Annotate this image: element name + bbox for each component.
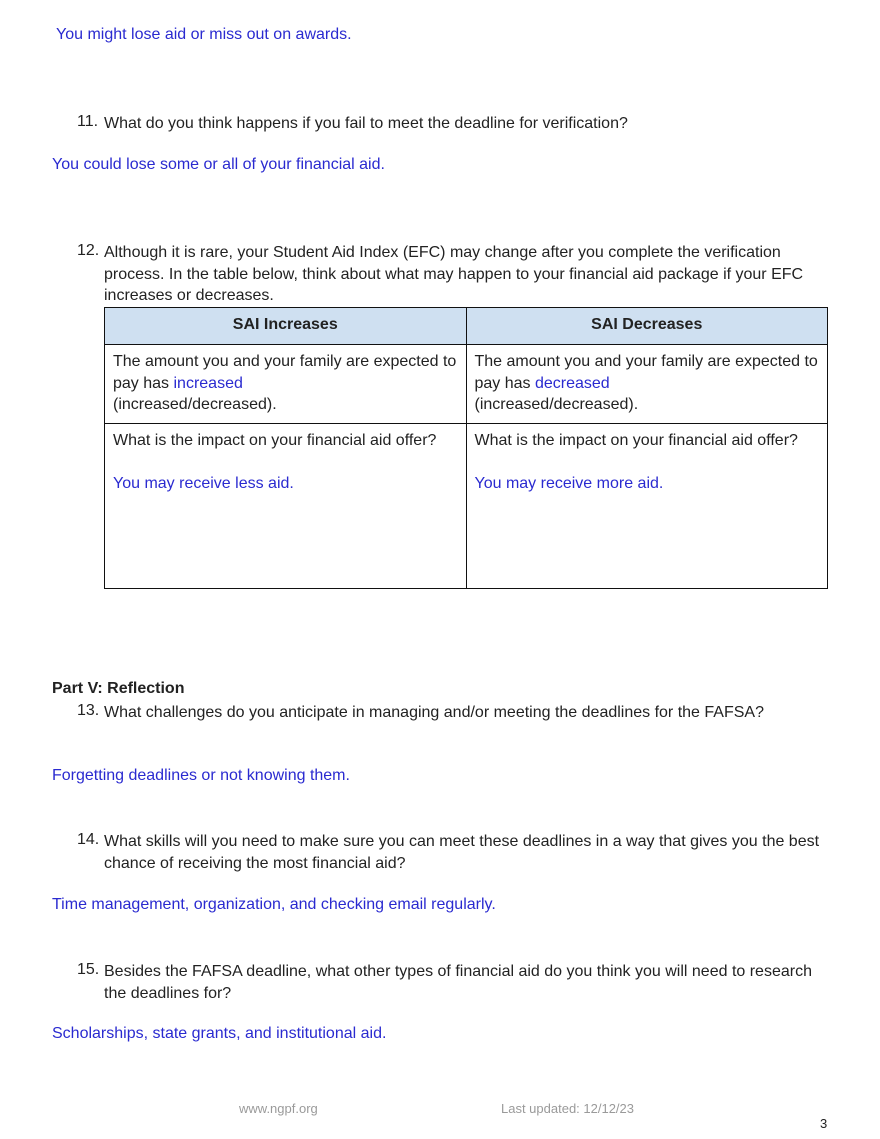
cell-prefix: The amount you and your family are expected to pay has [474,353,818,392]
page-number: 3 [820,1116,828,1131]
answer-14: Time management, organization, and checking email regularly. [52,896,496,913]
question-number: 12. [77,242,100,259]
cell-prompt: What is the impact on your financial aid offer? [474,432,798,449]
cell-increase-amount [105,345,467,424]
footer-site: www.ngpf.org [239,1101,318,1116]
cell-prompt: What is the impact on your financial aid offer? [113,432,437,449]
cell-answer-increased: increased [173,374,243,392]
question-number: 11. [77,113,99,130]
cell-decrease-amount [466,345,828,424]
answer-13: Forgetting deadlines or not knowing them. [52,767,350,784]
answer-10: You might lose aid or miss out on awards. [56,26,352,43]
header-sai-decreases: SAI Decreases [466,308,828,345]
header-sai-increases: SAI Increases [105,308,467,345]
cell-answer-decreased: decreased [534,374,610,392]
cell-prefix: The amount you and your family are expected to pay has [113,353,457,392]
question-number: 15. [77,961,100,978]
question-text: What challenges do you anticipate in managing and/or meeting the deadlines for the FAFSA? [104,704,764,721]
cell-suffix: (increased/decreased). [113,396,277,413]
cell-suffix: (increased/decreased). [474,396,639,413]
answer-15: Scholarships, state grants, and institutional aid. [52,1025,387,1042]
question-text: Besides the FAFSA deadline, what other types of financial aid do you think you will need to research the deadlines for? [104,963,812,1002]
cell-increase-impact [105,424,467,589]
question-text: What skills will you need to make sure you can meet these deadlines in a way that gives you the best chance of receiving the most financial aid? [104,833,820,872]
question-number: 13. [77,702,100,719]
question-number: 14. [77,831,100,848]
cell-decrease-impact [466,424,828,589]
question-text: Although it is rare, your Student Aid Index (EFC) may change after you complete the verification process. In the table below, think about what may happen to your financial aid package if your EFC increases or decreases. [104,244,804,304]
footer-updated: Last updated: 12/12/23 [501,1101,635,1116]
sai-table [104,307,828,589]
cell-answer-more-aid: You may receive more aid. [474,475,664,492]
answer-11: You could lose some or all of your financial aid. [52,156,385,173]
cell-answer-less-aid: You may receive less aid. [113,475,294,492]
question-text: What do you think happens if you fail to meet the deadline for verification? [104,115,628,132]
section-title: Part V: Reflection [52,680,185,697]
